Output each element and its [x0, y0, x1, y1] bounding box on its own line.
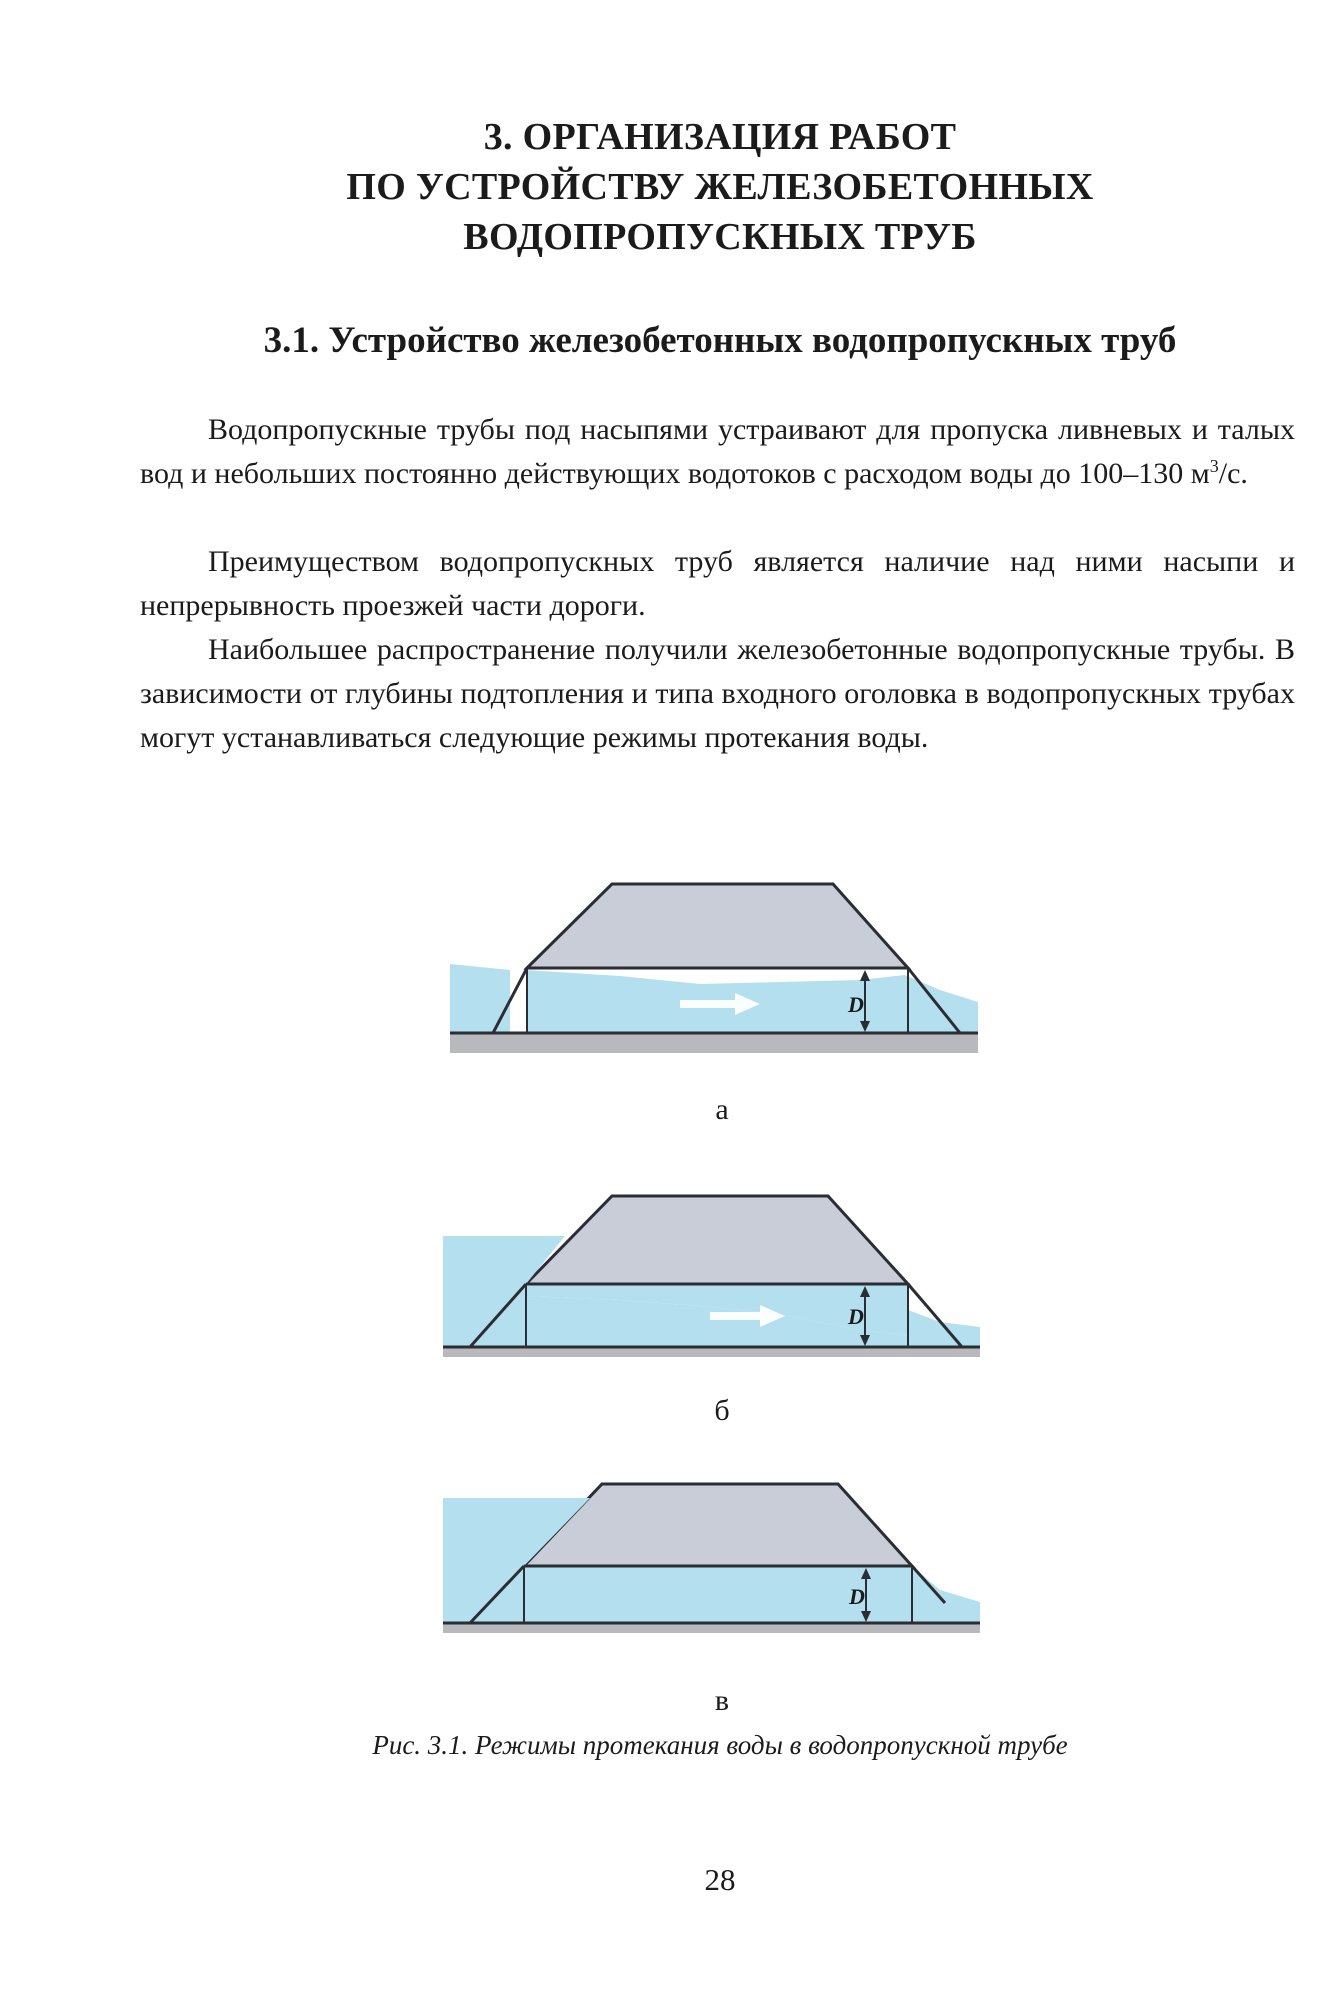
diagram-a-embankment	[527, 884, 908, 968]
diagram-a-label: а	[715, 1093, 729, 1126]
diagram-c-embankment	[524, 1484, 912, 1566]
paragraph-2: Преимуществом водопропускных труб является наличие над ними насыпи и непрерывность проезжей части дороги.	[140, 545, 1295, 622]
diagram-b-label: б	[714, 1394, 730, 1427]
chapter-title-line-1: 3. ОРГАНИЗАЦИЯ РАБОТ	[483, 116, 957, 158]
diagram-a	[450, 884, 978, 1053]
page-number: 28	[704, 1862, 736, 1897]
diagram-b	[443, 1196, 980, 1357]
section-title: 3.1. Устройство железобетонных водопропускных труб	[263, 320, 1177, 361]
diagram-b-d-label: D	[848, 1304, 864, 1329]
diagram-a-ground	[450, 1033, 978, 1053]
diagram-a-water-outlet	[905, 975, 978, 1033]
diagram-b-embankment	[526, 1196, 908, 1284]
chapter-title-line-2: ПО УСТРОЙСТВУ ЖЕЛЕЗОБЕТОННЫХ	[346, 166, 1094, 208]
diagram-a-dimension-arrow-top	[860, 970, 870, 981]
paragraph-1-tail: /с.	[1218, 457, 1248, 490]
figure-caption: Рис. 3.1. Режимы протекания воды в водопропускной трубе	[372, 1730, 1068, 1760]
diagram-a-water-inlet	[450, 964, 510, 1033]
diagram-b-water-outlet	[908, 1310, 980, 1347]
diagram-c	[443, 1484, 980, 1633]
paragraph-3: Наибольшее распространение получили железобетонные водопропускные трубы. В зависимости от глубины подтопления и типа входного оголовка в водопропускных трубах могут устанавливаться следующие режимы протекания воды.	[140, 633, 1295, 754]
paragraph-1-superscript: 3	[1209, 456, 1219, 476]
diagram-c-label: в	[714, 1684, 730, 1717]
paragraph-1-text: Водопропускные трубы под насыпями устраивают для пропуска ливневых и талых вод и небольших постоянно действующих водотоков с расходом воды до 100–130 м	[140, 413, 1295, 490]
diagram-c-water-outlet	[912, 1566, 980, 1623]
diagram-c-d-label: D	[849, 1584, 865, 1609]
chapter-title-line-3: ВОДОПРОПУСКНЫХ ТРУБ	[463, 216, 977, 258]
diagram-a-d-label: D	[848, 992, 864, 1017]
